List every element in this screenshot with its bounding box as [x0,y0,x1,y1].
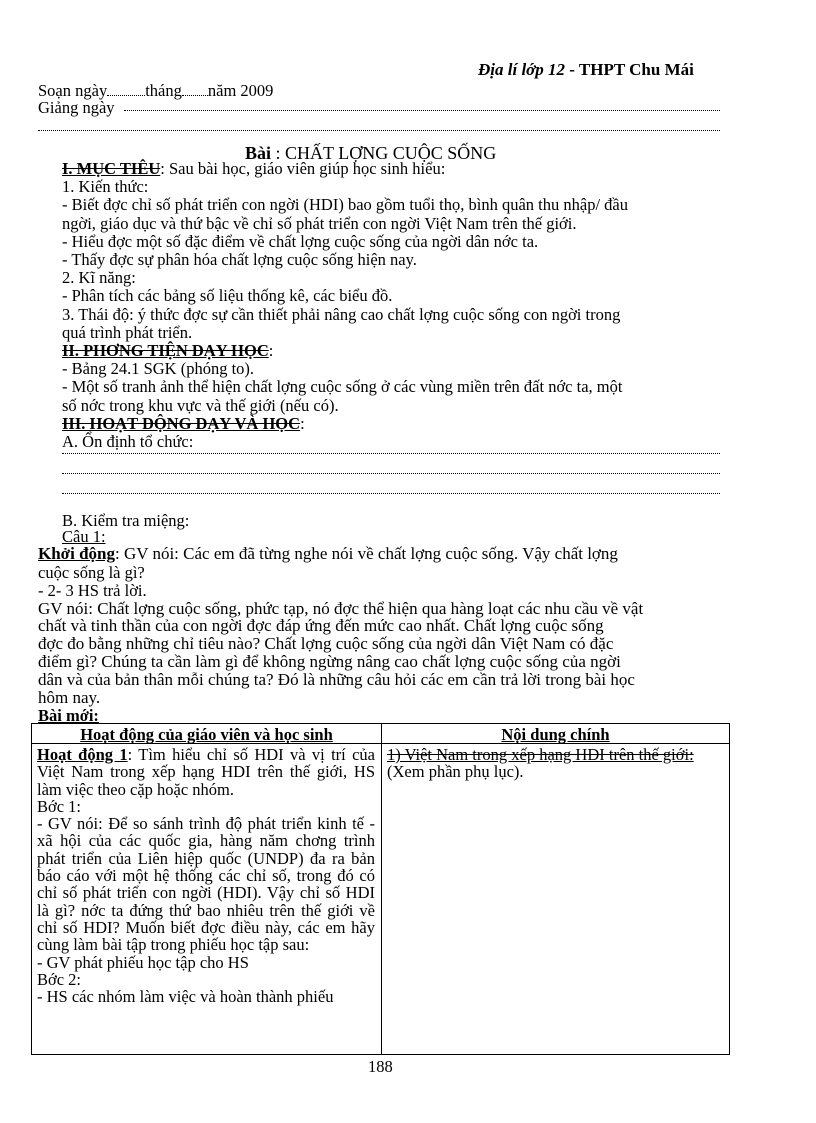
thang-label: tháng [145,81,182,100]
giang-label: Giảng ngày [38,98,115,117]
body-line-text: ngời, giáo dục và thứ bậc về chỉ số phát triển con ngời Việt Nam trên thế giới. [62,213,577,233]
activity-line: - GV nói: Để so sánh trình độ phát triển kinh tế - xã hội của các quốc gia, hàng năm chơng trình phát triển của Liên hiệp quốc (UNDP) đa ra bản báo cáo với một hệ thống các chỉ số, trong đó có chỉ số phát triển con ngời (HDI). Vậy chỉ số HDI là gì? nớc ta đứng thứ bao nhiêu trên thế giới về chỉ số HDI? Muốn biết đợc điều này, các em hãy cùng làm bài tập trong phiếu học tập sau: [37,814,375,955]
kiem-tra-heading: B. Kiểm tra miệng: [62,511,190,530]
body-line [62,269,136,286]
section-heading: II. PHƠNG TIỆN DẠY HỌC [62,341,269,360]
content-heading: 1) Việt Nam trong xếp hạng HDI trên thế giới: [387,745,694,764]
body-line-text: - Biết đợc chỉ số phát triển con ngời (HDI) bao gồm tuổi thọ, bình quân thu nhập/ đầu [62,195,628,215]
soan-ngay-line [38,82,273,99]
intro-line: GV nói: Chất lợng cuộc sống, phức tạp, nó đợc thể hiện qua hàng loạt các nhu cầu về vật [38,598,644,618]
body-line-text: A. Ổn định tổ chức: [62,432,194,451]
title-text: CHẤT LỢNG CUỘC SỐNG [285,143,497,163]
page-number: 188 [368,1057,393,1076]
body-line [62,160,445,177]
body-line [62,178,148,195]
body-line [62,342,273,359]
activity-label: Hoạt động 1 [37,745,128,764]
soan-label: Soạn ngày [38,81,108,100]
body-line-text: - Thấy đợc sự phân hóa chất lợng cuộc sống hiện nay. [62,250,417,269]
activity-text: : Tìm hiểu chỉ số HDI và vị trí của Việt Nam trong xếp hạng HDI trên thế giới, HS làm việc theo cặp hoặc nhóm. [37,745,375,799]
activity-line: - GV phát phiếu học tập cho HS [37,952,249,972]
content-note: (Xem phần phụ lục). [387,762,524,782]
body-line-text: 3. Thái độ: ý thức đợc sự cần thiết phải nâng cao chất lợng cuộc sống con ngời trong [62,304,621,324]
dotted-line [38,130,720,131]
activity-line: Bớc 2: [37,969,82,989]
title-colon: : [275,143,281,163]
body-line [62,196,628,213]
document-header [478,60,694,80]
section-heading: III. HOẠT ĐỘNG DẠY VÀ HỌC [62,413,301,433]
body-line [62,324,192,341]
column-divider [381,724,382,1054]
body-line-text: : Sau bài học, giáo viên giúp học sinh hiểu: [160,159,446,178]
body-line-text: - Phân tích các bảng số liệu thống kê, các biểu đồ. [62,286,393,306]
bai-moi-label: Bài mới: [38,706,99,725]
giang-ngay-line [38,99,115,116]
dotted-line [124,110,720,111]
khoi-dong-label: Khởi động [38,544,115,563]
body-line-text: quá trình phát triển. [62,322,193,342]
intro-line: điểm gì? Chúng ta cần làm gì để không ngừng nâng cao chất lợng cuộc sống của ngời [38,652,621,671]
section-heading: I. MỤC TIÊU [62,159,161,178]
body-line-text: : [300,413,305,433]
intro-line: đợc đo bằng những chỉ tiêu nào? Chất lợng cuộc sống của ngời dân Việt Nam có đặc [38,634,614,654]
lesson-table [31,723,730,1055]
body-line-text: - Bảng 24.1 SGK (phóng to). [62,359,255,379]
body-line [62,233,538,250]
dotted-line [62,473,720,474]
activity-line: Bớc 1: [37,796,82,816]
body-line-text: số nớc trong khu vực và thế giới (nếu có). [62,395,339,415]
title-prefix: Bài [245,143,272,163]
content-cell [387,746,723,781]
body-line-text: - Hiểu đợc một số đặc điểm về chất lợng cuộc sống của ngời dân nớc ta. [62,231,539,251]
intro-line: cuộc sống là gì? [38,563,145,582]
body-line [62,360,254,377]
body-line [62,306,620,323]
intro-line: - 2- 3 HS trả lời. [38,580,147,600]
khoi-dong-text: : GV nói: Các em đã từng nghe nói về chất lợng cuộc sống. Vậy chất lợng [114,544,618,563]
body-line [62,215,577,232]
body-line-text: 2. Kĩ năng: [62,268,136,288]
intro-line: chất và tinh thần của con ngời đợc đáp ứng đến mức cao nhất. Chất lợng cuộc sống [38,616,604,636]
cau-1-label: Câu 1: [62,527,106,546]
body-line [62,433,193,450]
body-line-text: 1. Kiến thức: [62,177,149,197]
body-line [62,378,622,395]
col2-header: Nội dung chính [501,725,610,744]
khoi-dong-line [38,545,618,563]
intro-line: hôm nay. [38,687,101,707]
body-line-text: : [268,341,274,360]
body-line [62,415,305,432]
body-line [62,287,392,304]
activity-line: - HS các nhóm làm việc và hoàn thành phiếu [37,987,334,1007]
intro-line: dân và của bản thân mỗi chúng ta? Đó là những câu hỏi các em cần trả lời trong bài học [38,669,635,689]
nam-label: năm 2009 [207,81,274,100]
body-line [62,397,339,414]
body-line-text: - Một số tranh ảnh thể hiện chất lợng cuộc sống ở các vùng miền trên đất nớc ta, một [62,377,623,397]
school-label: - THPT Chu Mái [569,60,694,79]
body-line [62,251,417,268]
subject-label: Địa lí lớp 12 [478,60,566,79]
teacher-activity-cell [37,746,375,1005]
dotted-line [62,453,720,454]
col1-header: Hoạt động của giáo viên và học sinh [80,725,333,744]
dotted-line [62,493,720,494]
